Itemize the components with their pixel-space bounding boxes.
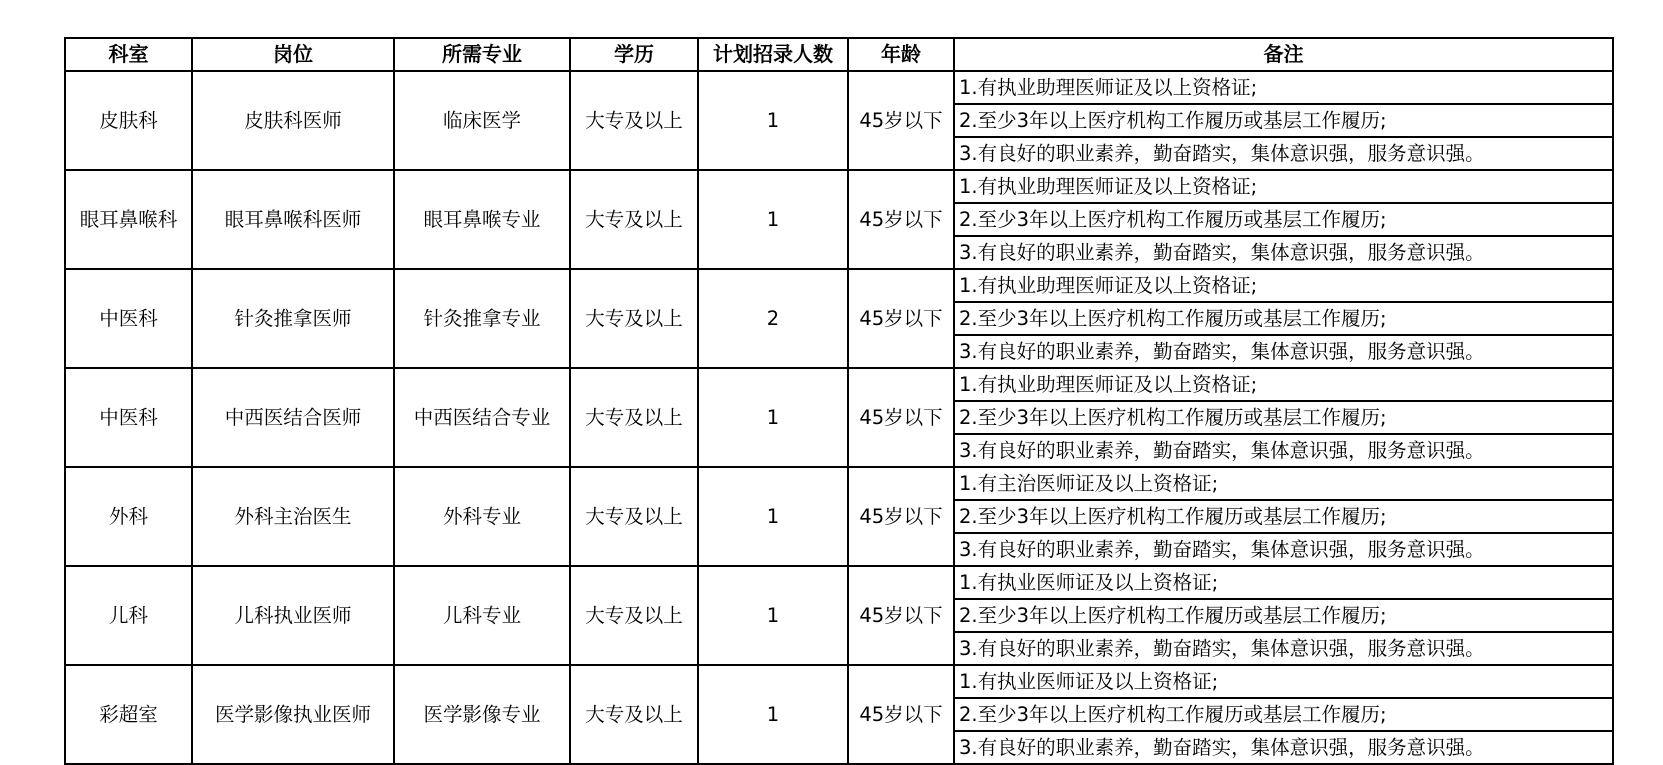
cell-education: 大专及以上 [570,665,698,764]
cell-planned: 1 [698,368,848,467]
cell-education: 大专及以上 [570,566,698,665]
cell-note: 1.有执业医师证及以上资格证; [954,566,1613,599]
cell-dept: 中医科 [65,269,192,368]
table-row [65,269,1613,302]
cell-note: 2.至少3年以上医疗机构工作履历或基层工作履历; [954,599,1613,632]
table-row [65,665,1613,698]
cell-note: 2.至少3年以上医疗机构工作履历或基层工作履历; [954,401,1613,434]
cell-note: 3.有良好的职业素养，勤奋踏实，集体意识强，服务意识强。 [954,632,1613,665]
cell-education: 大专及以上 [570,467,698,566]
table-body [65,71,1613,764]
cell-dept: 彩超室 [65,665,192,764]
cell-planned: 1 [698,467,848,566]
cell-age: 45岁以下 [848,368,954,467]
cell-planned: 1 [698,665,848,764]
cell-note: 2.至少3年以上医疗机构工作履历或基层工作履历; [954,203,1613,236]
table-row [65,170,1613,203]
cell-position: 眼耳鼻喉科医师 [192,170,394,269]
cell-major: 外科专业 [394,467,570,566]
header-education: 学历 [570,38,698,71]
header-planned: 计划招录人数 [698,38,848,71]
cell-note: 3.有良好的职业素养，勤奋踏实，集体意识强，服务意识强。 [954,236,1613,269]
cell-age: 45岁以下 [848,566,954,665]
cell-position: 外科主治医生 [192,467,394,566]
cell-position: 医学影像执业医师 [192,665,394,764]
recruitment-table [64,37,1614,765]
cell-major: 医学影像专业 [394,665,570,764]
cell-note: 1.有执业助理医师证及以上资格证; [954,170,1613,203]
cell-note: 1.有执业助理医师证及以上资格证; [954,368,1613,401]
cell-note: 1.有主治医师证及以上资格证; [954,467,1613,500]
cell-planned: 1 [698,71,848,170]
cell-note: 3.有良好的职业素养，勤奋踏实，集体意识强，服务意识强。 [954,731,1613,764]
cell-age: 45岁以下 [848,71,954,170]
cell-dept: 眼耳鼻喉科 [65,170,192,269]
cell-major: 临床医学 [394,71,570,170]
cell-age: 45岁以下 [848,665,954,764]
cell-major: 针灸推拿专业 [394,269,570,368]
cell-planned: 1 [698,566,848,665]
cell-position: 儿科执业医师 [192,566,394,665]
cell-position: 皮肤科医师 [192,71,394,170]
header-position: 岗位 [192,38,394,71]
cell-dept: 外科 [65,467,192,566]
cell-note: 2.至少3年以上医疗机构工作履历或基层工作履历; [954,302,1613,335]
cell-major: 眼耳鼻喉专业 [394,170,570,269]
cell-education: 大专及以上 [570,170,698,269]
cell-note: 1.有执业助理医师证及以上资格证; [954,71,1613,104]
cell-note: 3.有良好的职业素养，勤奋踏实，集体意识强，服务意识强。 [954,137,1613,170]
cell-dept: 儿科 [65,566,192,665]
cell-education: 大专及以上 [570,368,698,467]
cell-major: 中西医结合专业 [394,368,570,467]
recruitment-table-container [64,37,1614,765]
cell-planned: 1 [698,170,848,269]
cell-education: 大专及以上 [570,269,698,368]
cell-note: 3.有良好的职业素养，勤奋踏实，集体意识强，服务意识强。 [954,434,1613,467]
table-row [65,566,1613,599]
cell-note: 3.有良好的职业素养，勤奋踏实，集体意识强，服务意识强。 [954,533,1613,566]
header-notes: 备注 [954,38,1613,71]
cell-education: 大专及以上 [570,71,698,170]
cell-position: 中西医结合医师 [192,368,394,467]
cell-age: 45岁以下 [848,269,954,368]
table-row [65,368,1613,401]
cell-planned: 2 [698,269,848,368]
cell-note: 2.至少3年以上医疗机构工作履历或基层工作履历; [954,104,1613,137]
cell-age: 45岁以下 [848,170,954,269]
cell-note: 1.有执业助理医师证及以上资格证; [954,269,1613,302]
cell-dept: 中医科 [65,368,192,467]
cell-note: 2.至少3年以上医疗机构工作履历或基层工作履历; [954,500,1613,533]
cell-age: 45岁以下 [848,467,954,566]
cell-note: 2.至少3年以上医疗机构工作履历或基层工作履历; [954,698,1613,731]
cell-note: 1.有执业医师证及以上资格证; [954,665,1613,698]
table-header-row [65,38,1613,71]
header-dept: 科室 [65,38,192,71]
cell-note: 3.有良好的职业素养，勤奋踏实，集体意识强，服务意识强。 [954,335,1613,368]
table-row [65,71,1613,104]
header-age: 年龄 [848,38,954,71]
table-row [65,467,1613,500]
header-major: 所需专业 [394,38,570,71]
cell-major: 儿科专业 [394,566,570,665]
cell-position: 针灸推拿医师 [192,269,394,368]
cell-dept: 皮肤科 [65,71,192,170]
